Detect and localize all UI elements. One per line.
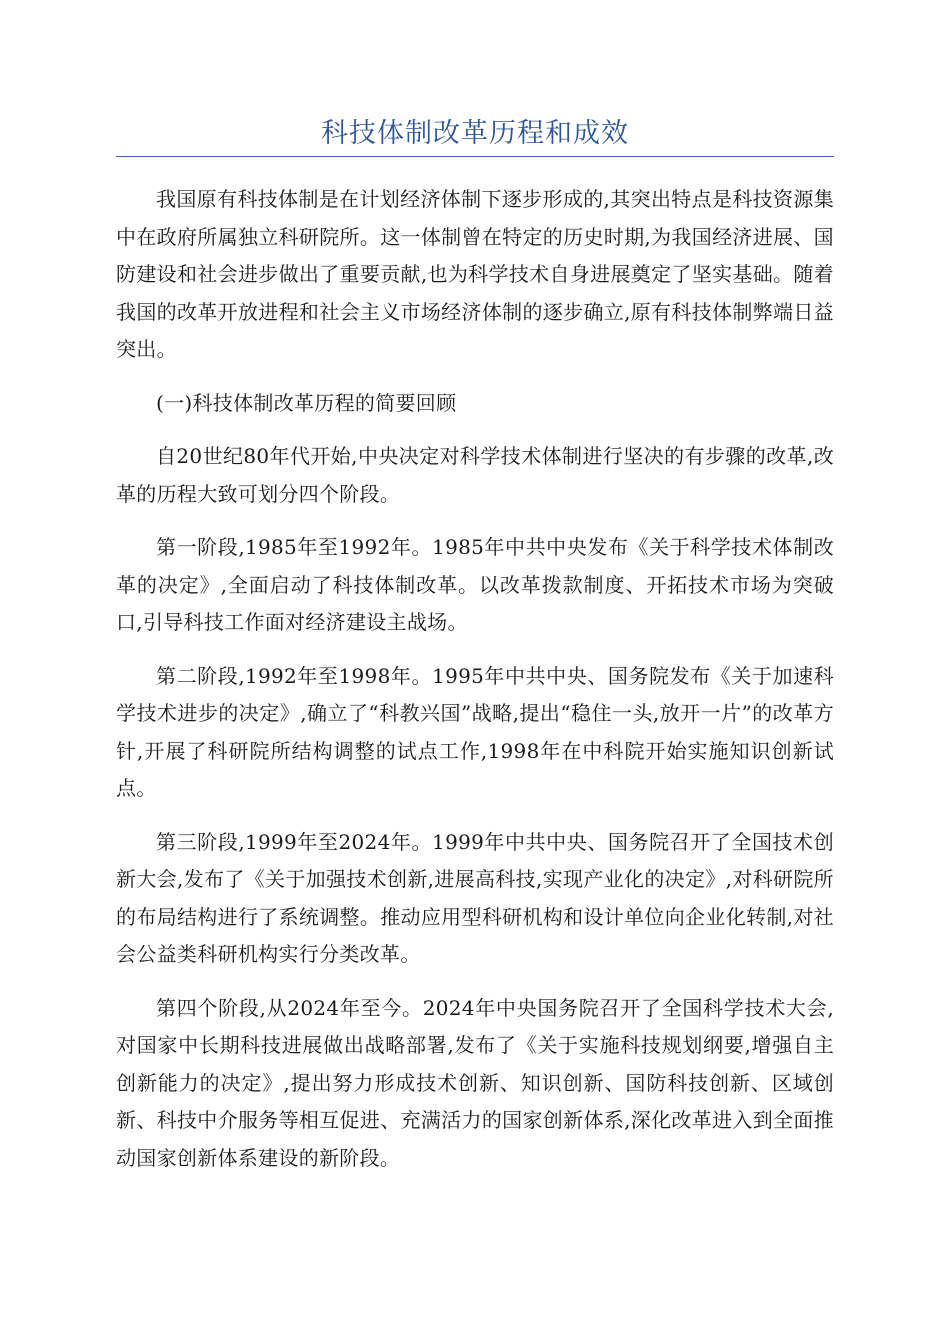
section-heading: (一)科技体制改革历程的简要回顾 (156, 390, 457, 415)
stage-four-paragraph: 第四个阶段,从2024年至今。2024年中央国务院召开了全国科学技术大会,对国家中长期科技进展做出战略部署,发布了《关于实施科技规划纲要,增强自主创新能力的决定》,提出努力形成技术创新、知识创新、国防科技创新、区域创新、科技中介服务等相互促进、充满活力的国家创新体系,深化改革进入到全面推动国家创新体系建设的新阶段。 (116, 995, 834, 1170)
document-body (116, 181, 834, 1177)
stage-three-paragraph: 第三阶段,1999年至2024年。1999年中共中央、国务院召开了全国技术创新大会,发布了《关于加强技术创新,进展高科技,实现产业化的决定》,对科研院所的布局结构进行了系统调整。推动应用型科研机构和设计单位向企业化转制,对社会公益类科研机构实行分类改革。 (116, 829, 834, 966)
document-page (116, 112, 834, 1193)
title-underline (116, 156, 834, 157)
page-title: 科技体制改革历程和成效 (321, 118, 629, 149)
stage-two-paragraph: 第二阶段,1992年至1998年。1995年中共中央、国务院发布《关于加速科学技术进步的决定》,确立了“科教兴国”战略,提出“稳住一头,放开一片”的改革方针,开展了科研院所结构调整的试点工作,1998年在中科院开始实施知识创新试点。 (116, 663, 834, 800)
overview-paragraph: 自20世纪80年代开始,中央决定对科学技术体制进行坚决的有步骤的改革,改革的历程大致可划分四个阶段。 (116, 444, 834, 506)
intro-paragraph: 我国原有科技体制是在计划经济体制下逐步形成的,其突出特点是科技资源集中在政府所属独立科研院所。这一体制曾在特定的历史时期,为我国经济进展、国防建设和社会进步做出了重要贡献,也为科学技术自身进展奠定了坚实基础。随着我国的改革开放进程和社会主义市场经济体制的逐步确立,原有科技体制弊端日益突出。 (116, 187, 834, 361)
stage-one-paragraph: 第一阶段,1985年至1992年。1985年中共中央发布《关于科学技术体制改革的决定》,全面启动了科技体制改革。以改革拨款制度、开拓技术市场为突破口,引导科技工作面对经济建设主战场。 (116, 535, 834, 634)
